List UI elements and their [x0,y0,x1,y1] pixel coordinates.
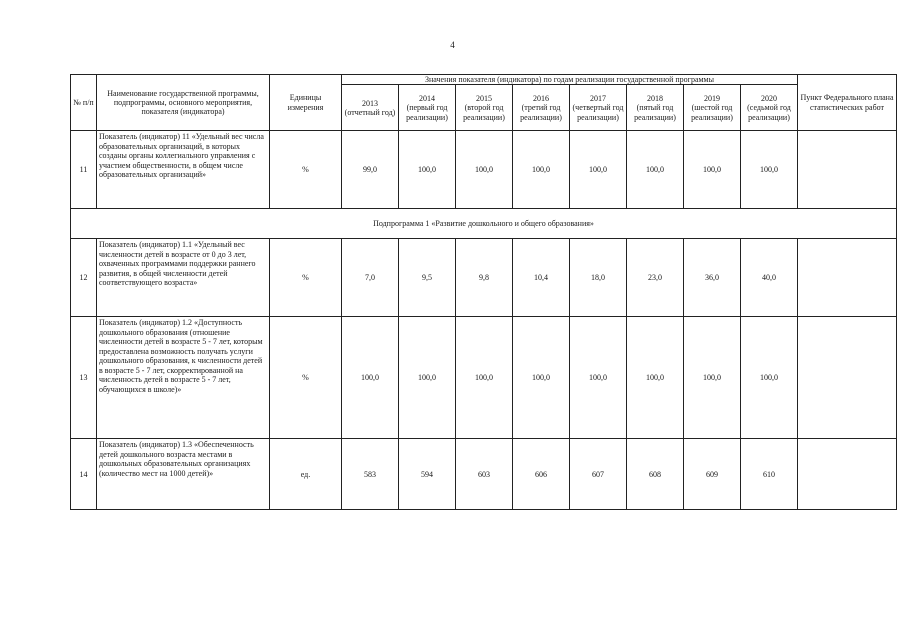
row-value: 608 [627,439,684,510]
table-row [71,439,897,510]
row-value: 100,0 [627,317,684,439]
row-plan [798,317,897,439]
row-value: 7,0 [342,239,399,317]
row-name: Показатель (индикатор) 1.2 «Доступность дошкольного образования (отношение численности детей в возрасте 5 - 7 лет, которым предоставлена возможность получать услуги дошкольного образования, к численности детей в возрасте 5 - 7 лет, скорректированной на численность детей в возрасте 5 - 7 лет, обучающихся в школе)» [97,317,270,439]
subprogram-row [71,209,897,239]
row-value: 606 [513,439,570,510]
year-label: 2013 [362,98,378,108]
row-value: 100,0 [399,131,456,209]
year-header-2019 [684,85,741,131]
year-header-2015 [456,85,513,131]
row-plan [798,439,897,510]
row-num: 13 [71,317,97,439]
row-value: 10,4 [513,239,570,317]
page-number: 4 [450,40,455,50]
header-unit: Единицы измерения [270,75,342,131]
row-name: Показатель (индикатор) 11 «Удельный вес числа образовательных организаций, в которых созданы органы коллегиального управления с участием общественности, в общем числе образовательных организаций» [97,131,270,209]
year-label: 2014 [419,93,435,103]
row-value: 100,0 [513,317,570,439]
table-row [71,317,897,439]
row-num: 14 [71,439,97,510]
year-note: (третий год реализации) [520,103,562,122]
row-name: Показатель (индикатор) 1.1 «Удельный вес численности детей в возрасте от 0 до 3 лет, охваченных программами поддержки раннего развития, в общей численности детей соответствующего возраста» [97,239,270,317]
row-num: 12 [71,239,97,317]
year-label: 2017 [590,93,606,103]
row-value: 99,0 [342,131,399,209]
row-plan [798,131,897,209]
row-value: 100,0 [399,317,456,439]
row-num: 11 [71,131,97,209]
row-value: 100,0 [741,131,798,209]
year-note: (четвертый год реализации) [572,103,624,122]
row-plan [798,239,897,317]
row-value: 100,0 [456,317,513,439]
indicators-table [70,74,897,510]
row-unit: % [270,131,342,209]
year-header-2020 [741,85,798,131]
year-header-2016 [513,85,570,131]
year-note: (второй год реализации) [463,103,505,122]
year-header-2014 [399,85,456,131]
year-label: 2018 [647,93,663,103]
table-row [71,239,897,317]
table-row [71,131,897,209]
row-unit: ед. [270,439,342,510]
row-value: 607 [570,439,627,510]
header-name: Наименование государственной программы, подпрограммы, основного мероприятия, показателя (индикатора) [97,75,270,131]
year-label: 2015 [476,93,492,103]
header-values-group: Значения показателя (индикатора) по годам реализации государственной программы [342,75,798,85]
subprogram-title: Подпрограмма 1 «Развитие дошкольного и общего образования» [71,209,897,239]
year-note: (шестой год реализации) [691,103,733,122]
year-label: 2019 [704,93,720,103]
row-unit: % [270,239,342,317]
year-label: 2020 [761,93,777,103]
year-header-2017 [570,85,627,131]
row-unit: % [270,317,342,439]
row-value: 9,5 [399,239,456,317]
year-label: 2016 [533,93,549,103]
row-value: 594 [399,439,456,510]
header-num: № п/п [71,75,97,131]
row-value: 100,0 [570,131,627,209]
row-value: 100,0 [513,131,570,209]
row-value: 18,0 [570,239,627,317]
row-value: 40,0 [741,239,798,317]
row-value: 610 [741,439,798,510]
year-header-2013 [342,85,399,131]
row-value: 603 [456,439,513,510]
year-note: (отчетный год) [344,107,396,117]
year-header-2018 [627,85,684,131]
row-value: 100,0 [741,317,798,439]
row-value: 9,8 [456,239,513,317]
row-value: 100,0 [570,317,627,439]
row-value: 100,0 [627,131,684,209]
row-name: Показатель (индикатор) 1.3 «Обеспеченность детей дошкольного возраста местами в дошкольных образовательных организациях (количество мест на 1000 детей)» [97,439,270,510]
row-value: 100,0 [342,317,399,439]
year-note: (пятый год реализации) [634,103,676,122]
row-value: 36,0 [684,239,741,317]
row-value: 583 [342,439,399,510]
row-value: 100,0 [684,131,741,209]
row-value: 609 [684,439,741,510]
row-value: 23,0 [627,239,684,317]
year-note: (первый год реализации) [406,103,448,122]
header-federal-plan: Пункт Федерального плана статистических работ [798,75,897,131]
row-value: 100,0 [456,131,513,209]
year-note: (седьмой год реализации) [747,103,791,122]
row-value: 100,0 [684,317,741,439]
